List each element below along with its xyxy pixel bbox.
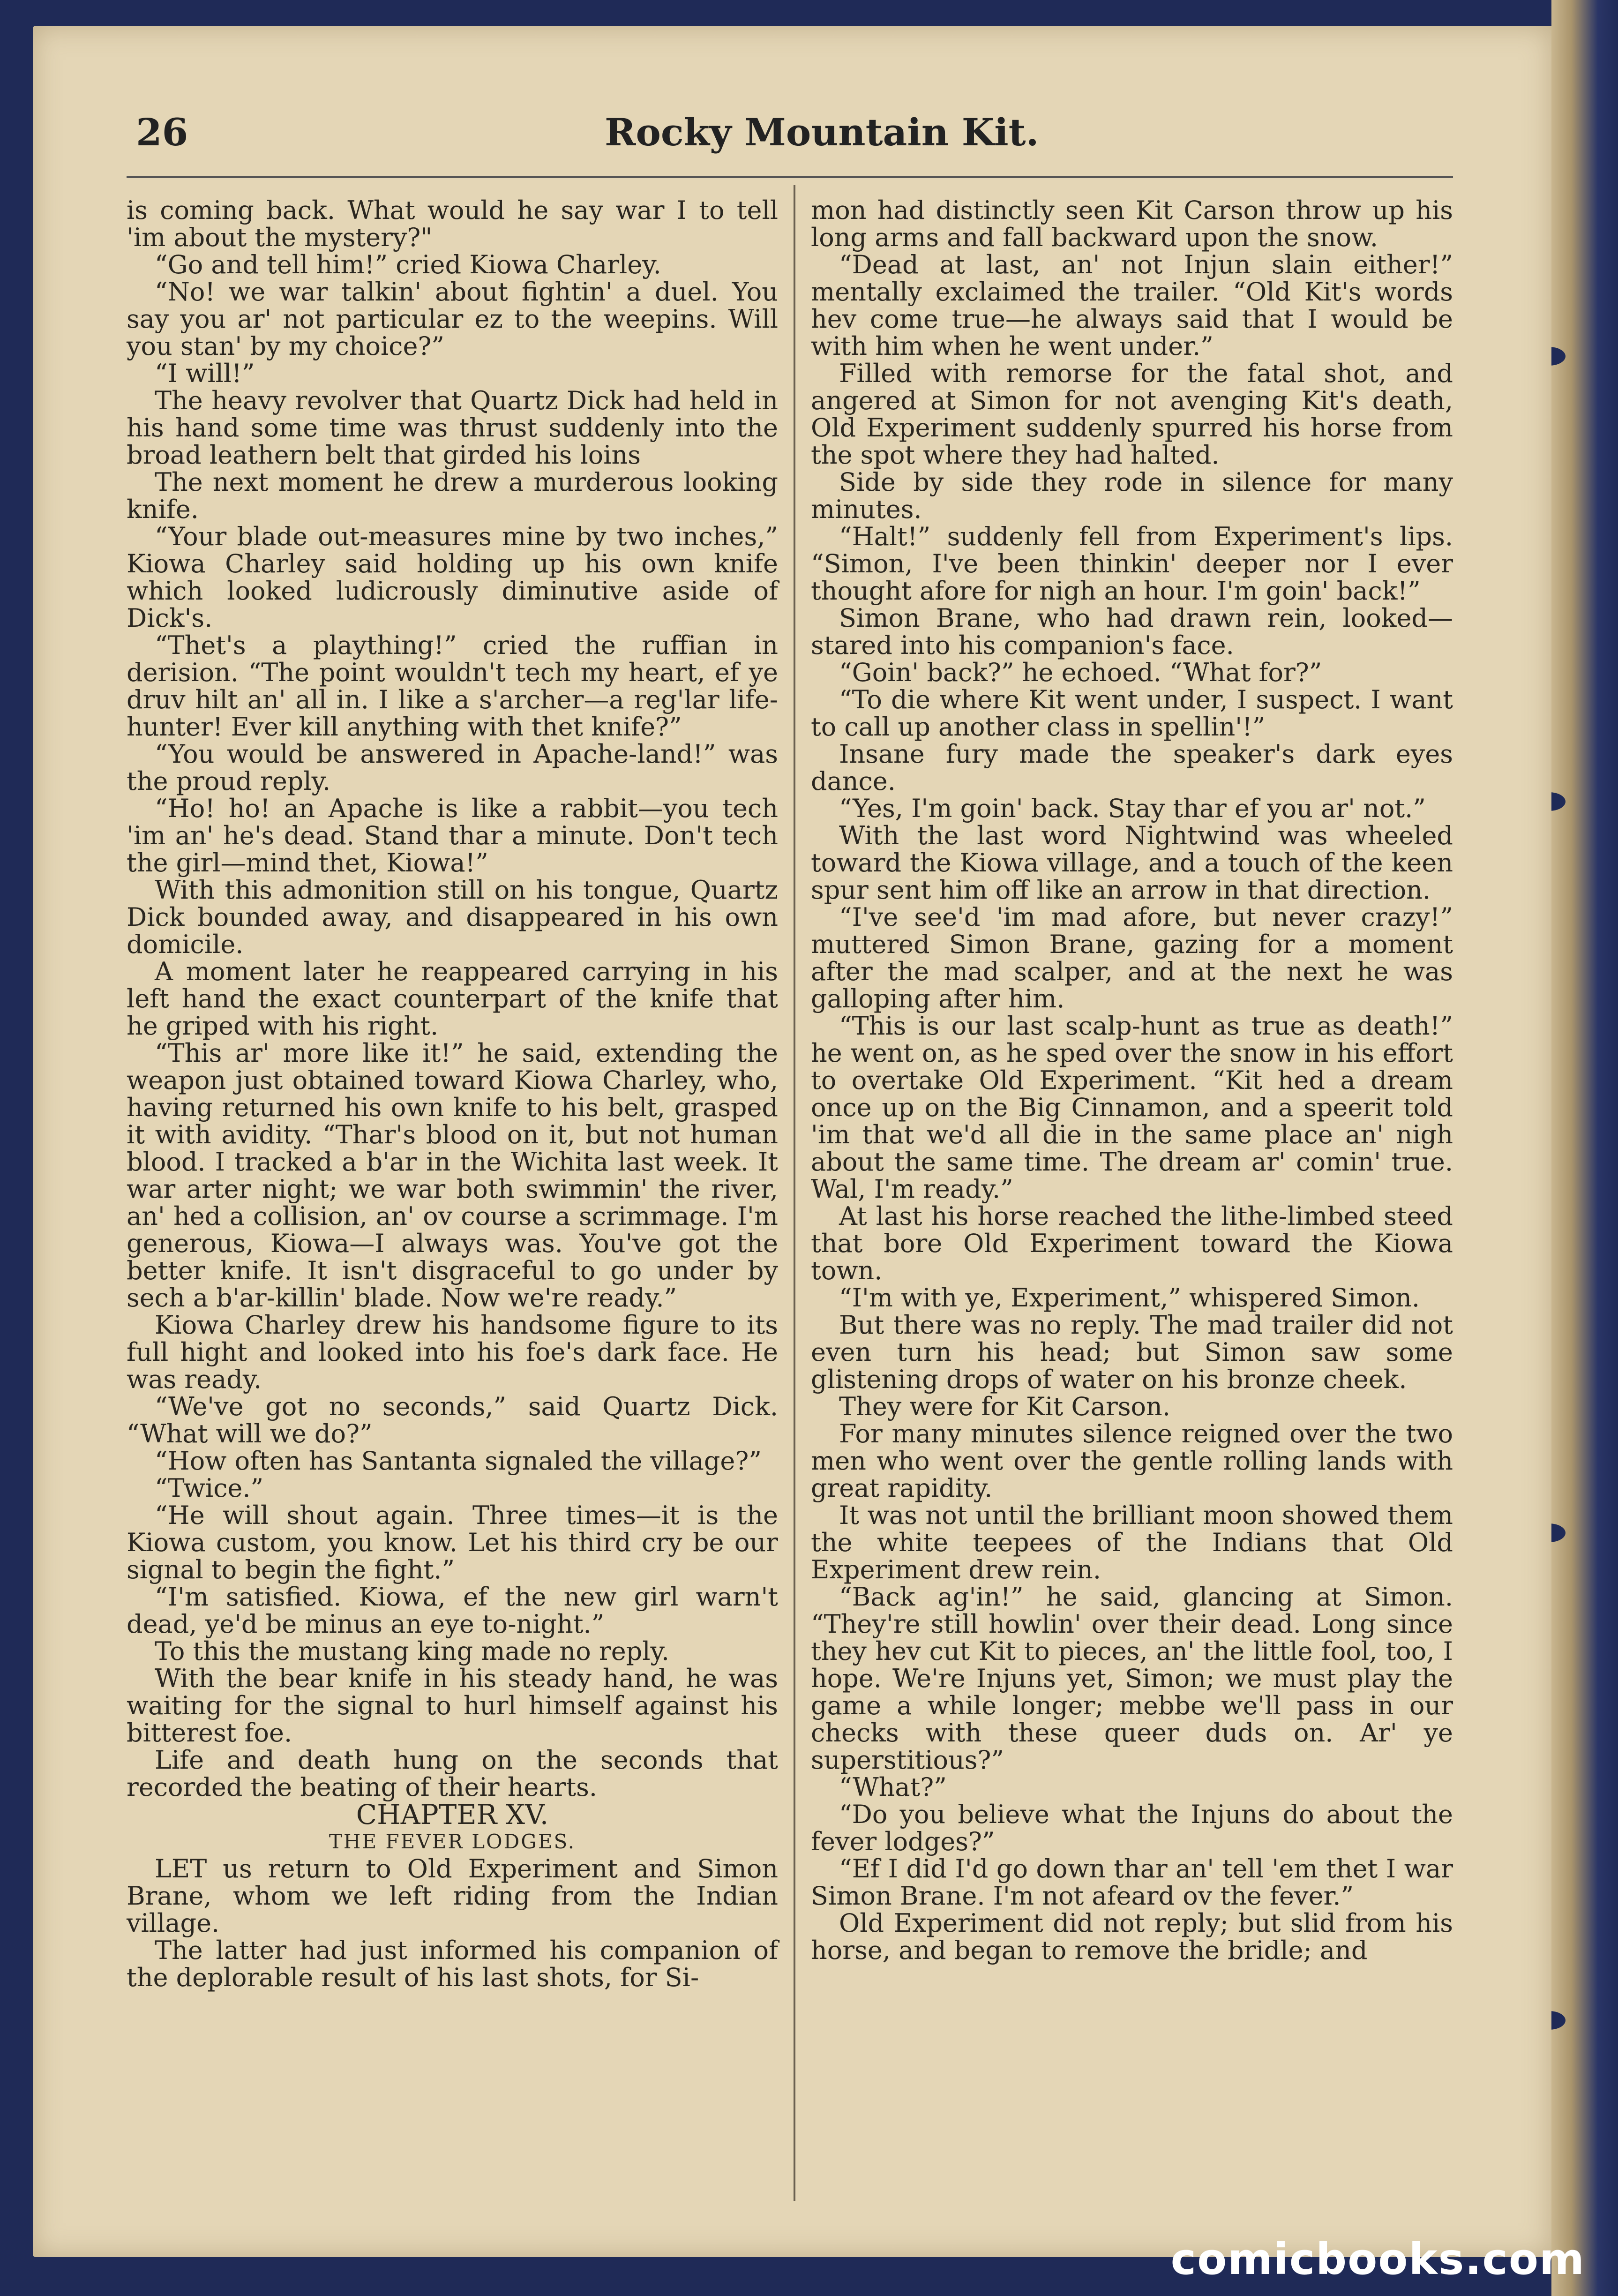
paragraph: “Go and tell him!” cried Kiowa Charley. — [155, 250, 661, 279]
left-column — [127, 197, 778, 1991]
paragraph: “How often has Santanta signaled the village?” — [155, 1446, 762, 1476]
book-spine — [1551, 0, 1618, 2296]
paragraph: “You would be answered in Apache-land!” was the proud reply. — [127, 739, 778, 796]
paragraph: LET us return to Old Experiment and Simon Brane, whom we left riding from the Indian village. — [127, 1854, 778, 1938]
paragraph: Kiowa Charley drew his handsome figure to its full hight and looked into his foe's dark face. He was ready. — [127, 1310, 778, 1394]
paragraph: “Ho! ho! an Apache is like a rabbit—you tech 'im an' he's dead. Stand thar a minute. Don't tech the girl—mind thet, Kiowa!” — [127, 794, 778, 878]
paragraph: “No! we war talkin' about fightin' a duel. You say you ar' not particular ez to the weepins. Will you stan' by my choice?” — [127, 277, 778, 361]
watermark: comicbooks.com — [1170, 2234, 1585, 2284]
page-header — [136, 110, 1448, 162]
paragraph: “Twice.” — [155, 1473, 264, 1503]
paragraph: “Do you believe what the Injuns do about the fever lodges?” — [811, 1800, 1453, 1856]
paragraph: The heavy revolver that Quartz Dick had held in his hand some time was thrust suddenly into the broad leathern belt that girded his loins — [127, 386, 778, 470]
paragraph: “Your blade out-measures mine by two inches,” Kiowa Charley said holding up his own knife which looked ludicrously diminutive aside of Dick's. — [127, 522, 778, 633]
paragraph: The next moment he drew a murderous looking knife. — [127, 467, 778, 524]
paragraph: It was not until the brilliant moon showed them the white teepees of the Indians that Old Experiment drew rein. — [811, 1501, 1453, 1584]
paragraph: The latter had just informed his companion of the deplorable result of his last shots, for Si- — [127, 1936, 778, 1992]
chapter-subheading: THE FEVER LODGES. — [329, 1830, 576, 1853]
paragraph: Life and death hung on the seconds that recorded the beating of their hearts. — [127, 1745, 778, 1802]
paragraph: At last his horse reached the lithe-limbed steed that bore Old Experiment toward the Kiowa town. — [811, 1201, 1453, 1285]
paragraph: “What?” — [839, 1772, 947, 1802]
page-number: 26 — [136, 110, 188, 154]
paragraph: “We've got no seconds,” said Quartz Dick. “What will we do?” — [127, 1392, 778, 1448]
paragraph: Simon Brane, who had drawn rein, looked—stared into his companion's face. — [811, 603, 1453, 660]
paragraph: “I've see'd 'im mad afore, but never crazy!” muttered Simon Brane, gazing for a moment after the mad scalper, and at the next he was galloping after him. — [811, 902, 1453, 1013]
paragraph: With this admonition still on his tongue, Quartz Dick bounded away, and disappeared in his own domicile. — [127, 875, 778, 959]
paragraph: “Yes, I'm goin' back. Stay thar ef you ar' not.” — [839, 794, 1426, 823]
paragraph: Insane fury made the speaker's dark eyes dance. — [811, 739, 1453, 796]
right-column — [811, 197, 1453, 1964]
paragraph: But there was no reply. The mad trailer did not even turn his head; but Simon saw some glistening drops of water on his bronze cheek. — [811, 1310, 1453, 1394]
paragraph: They were for Kit Carson. — [839, 1392, 1170, 1421]
paragraph: To this the mustang king made no reply. — [155, 1636, 669, 1666]
header-rule — [127, 176, 1453, 178]
running-title: Rocky Mountain Kit. — [605, 110, 1039, 154]
paragraph: “Goin' back?” he echoed. “What for?” — [839, 658, 1322, 687]
paragraph: mon had distinctly seen Kit Carson throw up his long arms and fall backward upon the snow. — [811, 195, 1453, 252]
paragraph: A moment later he reappeared carrying in his left hand the exact counterpart of the knife that he griped with his right. — [127, 957, 778, 1041]
paragraph: “This is our last scalp-hunt as true as death!” he went on, as he sped over the snow in his effort to overtake Old Experiment. “Kit hed a dream once up on the Big Cinnamon, and a speerit told 'im that we'd all die in the same place an' nigh about the same time. The dream ar' comin' true. Wal, I'm ready.” — [811, 1011, 1453, 1204]
paragraph: “I'm with ye, Experiment,” whispered Simon. — [839, 1283, 1420, 1313]
chapter-heading: CHAPTER XV. — [356, 1799, 549, 1831]
paragraph: “This ar' more like it!” he said, extending the weapon just obtained toward Kiowa Charley, who, having returned his own knife to his belt, grasped it with avidity. “Thar's blood on it, but not human blood. I tracked a b'ar in the Wichita last week. It war arter night; we war both swimmin' the river, an' hed a collision, an' ov course a scrimmage. I'm generous, Kiowa—I always was. You've got the better knife. It isn't disgraceful to go under by sech a b'ar-killin' blade. Now we're ready.” — [127, 1038, 778, 1313]
paragraph: Side by side they rode in silence for many minutes. — [811, 467, 1453, 524]
column-divider — [794, 185, 795, 2201]
paragraph: is coming back. What would he say war I to tell 'im about the mystery?" — [127, 195, 778, 252]
paragraph: “I'm satisfied. Kiowa, ef the new girl warn't dead, ye'd be minus an eye to-night.” — [127, 1582, 778, 1639]
paragraph: With the bear knife in his steady hand, he was waiting for the signal to hurl himself against his bitterest foe. — [127, 1664, 778, 1748]
paragraph: “He will shout again. Three times—it is the Kiowa custom, you know. Let his third cry be our signal to begin the fight.” — [127, 1501, 778, 1584]
paragraph: With the last word Nightwind was wheeled toward the Kiowa village, and a touch of the keen spur sent him off like an arrow in that direction. — [811, 821, 1453, 905]
paragraph: For many minutes silence reigned over the two men who went over the gentle rolling lands with great rapidity. — [811, 1419, 1453, 1503]
paragraph: “Halt!” suddenly fell from Experiment's lips. “Simon, I've been thinkin' deeper nor I ever thought afore for nigh an hour. I'm goin' back!” — [811, 522, 1453, 606]
paragraph: “Dead at last, an' not Injun slain either!” mentally exclaimed the trailer. “Old Kit's words hev come true—he always said that I would be with him when he went under.” — [811, 250, 1453, 361]
paragraph: Filled with remorse for the fatal shot, and angered at Simon for not avenging Kit's death, Old Experiment suddenly spurred his horse from the spot where they had halted. — [811, 359, 1453, 470]
paragraph: “Ef I did I'd go down thar an' tell 'em thet I war Simon Brane. I'm not afeard ov the fever.” — [811, 1854, 1453, 1911]
paragraph: “I will!” — [155, 359, 255, 388]
paragraph: “To die where Kit went under, I suspect. I want to call up another class in spellin'!” — [811, 685, 1453, 742]
paragraph: “Thet's a plaything!” cried the ruffian in derision. “The point wouldn't tech my heart, ef ye druv hilt an' all in. I like a s'archer—a reg'lar life-hunter! Ever kill anything with thet knife?” — [127, 630, 778, 742]
paragraph: “Back ag'in!” he said, glancing at Simon. “They're still howlin' over their dead. Long since they hev cut Kit to pieces, an' the little fool, too, I hope. We're Injuns yet, Simon; we must play the game a while longer; mebbe we'll pass in our checks with these queer duds on. Ar' ye superstitious?” — [811, 1582, 1453, 1775]
paragraph: Old Experiment did not reply; but slid from his horse, and began to remove the bridle; and — [811, 1908, 1453, 1965]
